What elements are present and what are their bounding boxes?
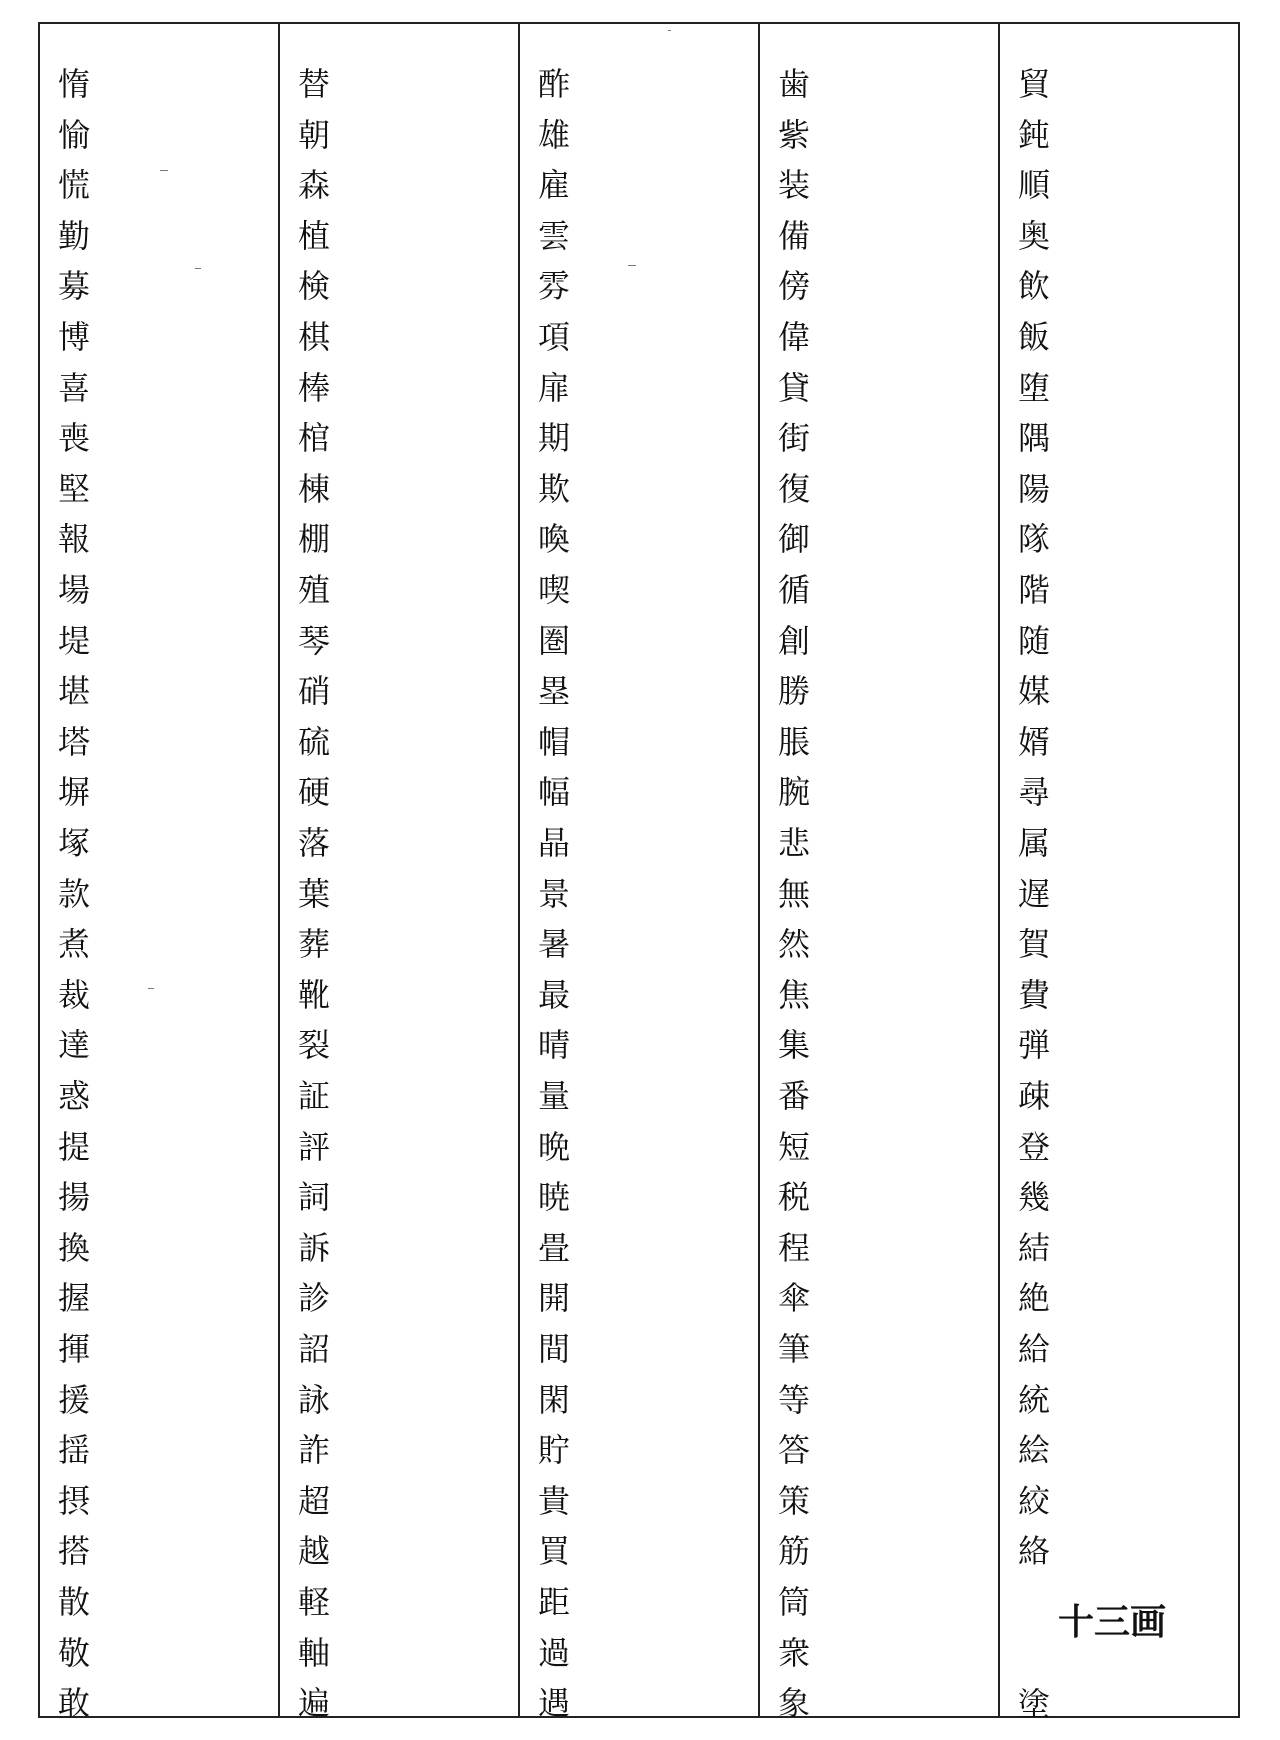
character-cell: 詐 bbox=[298, 1431, 331, 1470]
character-cell: 摂 bbox=[58, 1481, 91, 1520]
character-cell: 散 bbox=[58, 1583, 91, 1621]
character-column-1 bbox=[40, 24, 280, 1723]
character-cell: 晩 bbox=[538, 1127, 571, 1166]
character-cell: 復 bbox=[778, 469, 811, 508]
character-column-3 bbox=[520, 24, 760, 1723]
character-cell: 酢 bbox=[538, 65, 571, 103]
character-cell: 弾 bbox=[1018, 1026, 1051, 1065]
character-cell: 脹 bbox=[778, 722, 811, 761]
character-cell: 衆 bbox=[778, 1633, 811, 1672]
character-cell: 落 bbox=[298, 824, 331, 862]
character-cell: 貿 bbox=[1018, 65, 1051, 103]
character-cell: 最 bbox=[538, 975, 571, 1014]
character-cell: 過 bbox=[538, 1633, 571, 1672]
character-cell: 帽 bbox=[538, 722, 571, 761]
character-cell: 裁 bbox=[58, 975, 91, 1014]
character-cell: 詞 bbox=[298, 1178, 331, 1217]
character-cell: 喪 bbox=[58, 419, 91, 458]
character-cell: 項 bbox=[538, 318, 571, 356]
character-cell: 達 bbox=[58, 1026, 91, 1065]
character-cell: 短 bbox=[778, 1127, 811, 1166]
character-cell: 詠 bbox=[298, 1380, 331, 1419]
character-cell: 焦 bbox=[778, 975, 811, 1014]
character-cell: 棟 bbox=[298, 469, 331, 508]
character-cell: 惰 bbox=[58, 65, 91, 103]
character-cell: 備 bbox=[778, 216, 811, 255]
character-cell: 街 bbox=[778, 419, 811, 458]
character-cell: 硝 bbox=[298, 672, 331, 711]
character-cell: 貸 bbox=[778, 368, 811, 407]
character-cell: 植 bbox=[298, 216, 331, 255]
character-cell: 圏 bbox=[538, 621, 571, 660]
character-cell: 証 bbox=[298, 1077, 331, 1115]
character-cell: 朝 bbox=[298, 115, 331, 154]
character-cell: 登 bbox=[1018, 1127, 1051, 1166]
character-cell: 景 bbox=[538, 874, 571, 913]
character-cell: 越 bbox=[298, 1532, 331, 1571]
character-cell: 提 bbox=[58, 1127, 91, 1166]
character-cell: 喚 bbox=[538, 520, 571, 559]
character-cell: 棺 bbox=[298, 419, 331, 458]
character-cell: 飯 bbox=[1018, 318, 1051, 356]
character-cell: 開 bbox=[538, 1279, 571, 1318]
character-cell: 答 bbox=[778, 1431, 811, 1470]
character-cell: 棒 bbox=[298, 368, 331, 407]
character-column-5 bbox=[1000, 24, 1238, 1723]
character-column-4 bbox=[760, 24, 1000, 1723]
character-cell: 報 bbox=[58, 520, 91, 559]
character-cell: 閑 bbox=[538, 1380, 571, 1419]
character-cell: 評 bbox=[298, 1127, 331, 1166]
character-cell: 搭 bbox=[58, 1532, 91, 1571]
character-cell: 欺 bbox=[538, 469, 571, 508]
character-cell: 税 bbox=[778, 1178, 811, 1217]
character-cell: 賀 bbox=[1018, 925, 1051, 964]
character-cell: 款 bbox=[58, 874, 91, 913]
character-cell: 疎 bbox=[1018, 1077, 1051, 1115]
character-cell: 御 bbox=[778, 520, 811, 559]
character-cell: 棚 bbox=[298, 520, 331, 559]
character-cell: 愉 bbox=[58, 115, 91, 154]
character-cell: 堕 bbox=[1018, 368, 1051, 407]
character-cell: 傘 bbox=[778, 1279, 811, 1318]
character-column-2 bbox=[280, 24, 520, 1723]
character-cell: 詔 bbox=[298, 1330, 331, 1368]
character-cell: 象 bbox=[778, 1684, 811, 1723]
character-cell: 慌 bbox=[58, 166, 91, 205]
character-cell: 飲 bbox=[1018, 267, 1051, 306]
character-cell: 塀 bbox=[58, 773, 91, 812]
character-cell: 腕 bbox=[778, 773, 811, 812]
character-cell: 貯 bbox=[538, 1431, 571, 1470]
character-cell: 喜 bbox=[58, 368, 91, 407]
character-cell: 婿 bbox=[1018, 722, 1051, 761]
character-cell: 絞 bbox=[1018, 1481, 1051, 1520]
character-cell: 握 bbox=[58, 1279, 91, 1318]
character-cell: 期 bbox=[538, 419, 571, 458]
character-cell: 援 bbox=[58, 1380, 91, 1419]
character-cell: 募 bbox=[58, 267, 91, 306]
character-cell: 然 bbox=[778, 925, 811, 964]
character-cell: 媒 bbox=[1018, 672, 1051, 711]
character-cell: 塁 bbox=[538, 672, 571, 711]
character-cell: 塔 bbox=[58, 722, 91, 761]
stroke-count-heading: 十三画 bbox=[1058, 1602, 1167, 1643]
character-cell: 超 bbox=[298, 1481, 331, 1520]
character-cell: 隅 bbox=[1018, 419, 1051, 458]
character-cell: 換 bbox=[58, 1228, 91, 1267]
character-cell: 装 bbox=[778, 166, 811, 205]
character-cell: 間 bbox=[538, 1330, 571, 1368]
character-cell: 属 bbox=[1018, 824, 1051, 862]
character-cell: 貴 bbox=[538, 1481, 571, 1520]
character-cell: 雰 bbox=[538, 267, 571, 306]
character-cell: 替 bbox=[298, 65, 331, 103]
character-cell: 遍 bbox=[298, 1684, 331, 1723]
character-cell: 敬 bbox=[58, 1633, 91, 1672]
character-cell: 筆 bbox=[778, 1330, 811, 1368]
character-cell: 塚 bbox=[58, 824, 91, 862]
character-cell: 棋 bbox=[298, 318, 331, 356]
character-cell: 程 bbox=[778, 1228, 811, 1267]
character-cell: 悲 bbox=[778, 824, 811, 862]
character-cell: 量 bbox=[538, 1077, 571, 1115]
character-cell: 番 bbox=[778, 1077, 811, 1115]
character-cell: 扉 bbox=[538, 368, 571, 407]
character-cell: 結 bbox=[1018, 1228, 1051, 1267]
character-cell: 絡 bbox=[1018, 1532, 1051, 1571]
character-cell: 幾 bbox=[1018, 1178, 1051, 1217]
character-cell: 堅 bbox=[58, 469, 91, 508]
character-cell: 暑 bbox=[538, 925, 571, 964]
character-cell: 統 bbox=[1018, 1380, 1051, 1419]
character-cell: 森 bbox=[298, 166, 331, 205]
character-cell: 訴 bbox=[298, 1228, 331, 1267]
scan-mark bbox=[195, 268, 201, 269]
character-cell: 給 bbox=[1018, 1330, 1051, 1368]
character-cell: 勤 bbox=[58, 216, 91, 255]
character-cell: 場 bbox=[58, 571, 91, 609]
character-cell: 硬 bbox=[298, 773, 331, 812]
character-cell: 遅 bbox=[1018, 874, 1051, 913]
character-cell: 尋 bbox=[1018, 773, 1051, 812]
character-cell: 畳 bbox=[538, 1228, 571, 1267]
character-cell: 惑 bbox=[58, 1077, 91, 1115]
character-cell: 距 bbox=[538, 1583, 571, 1621]
character-cell: 策 bbox=[778, 1481, 811, 1520]
character-cell: 費 bbox=[1018, 975, 1051, 1014]
character-cell: 順 bbox=[1018, 166, 1051, 205]
character-cell: 幅 bbox=[538, 773, 571, 812]
character-cell: 絶 bbox=[1018, 1279, 1051, 1318]
character-cell: 揺 bbox=[58, 1431, 91, 1470]
character-cell: 検 bbox=[298, 267, 331, 306]
character-cell: 軽 bbox=[298, 1583, 331, 1621]
character-cell: 階 bbox=[1018, 571, 1051, 609]
character-cell: 博 bbox=[58, 318, 91, 356]
character-cell: 等 bbox=[778, 1380, 811, 1419]
character-cell: 堪 bbox=[58, 672, 91, 711]
scan-mark bbox=[628, 265, 636, 266]
scan-mark bbox=[148, 988, 154, 989]
character-cell: 揚 bbox=[58, 1178, 91, 1217]
character-cell: 遇 bbox=[538, 1684, 571, 1723]
character-cell: 晴 bbox=[538, 1026, 571, 1065]
character-table bbox=[38, 22, 1240, 1723]
scan-mark bbox=[160, 170, 168, 171]
character-cell: 随 bbox=[1018, 621, 1051, 660]
character-cell: 雄 bbox=[538, 115, 571, 154]
character-cell: 喫 bbox=[538, 571, 571, 609]
character-cell: 雲 bbox=[538, 216, 571, 255]
character-cell: 診 bbox=[298, 1279, 331, 1318]
character-cell: 循 bbox=[778, 571, 811, 609]
character-cell: 殖 bbox=[298, 571, 331, 609]
character-cell: 無 bbox=[778, 874, 811, 913]
character-cell: 絵 bbox=[1018, 1431, 1051, 1470]
character-cell: 裂 bbox=[298, 1026, 331, 1065]
character-cell: 筋 bbox=[778, 1532, 811, 1571]
character-cell: 集 bbox=[778, 1026, 811, 1065]
character-cell: 買 bbox=[538, 1532, 571, 1571]
character-cell: 煮 bbox=[58, 925, 91, 964]
character-cell: 塗 bbox=[1018, 1685, 1051, 1723]
character-cell: 勝 bbox=[778, 672, 811, 711]
character-cell: 葉 bbox=[298, 874, 331, 913]
character-cell: 偉 bbox=[778, 318, 811, 356]
character-cell: 鈍 bbox=[1018, 115, 1051, 154]
character-cell: 靴 bbox=[298, 975, 331, 1014]
character-cell: 琴 bbox=[298, 621, 331, 660]
character-cell: 葬 bbox=[298, 925, 331, 964]
character-cell: 暁 bbox=[538, 1178, 571, 1217]
character-cell: 雇 bbox=[538, 166, 571, 205]
character-cell: 歯 bbox=[778, 65, 811, 103]
character-cell: 揮 bbox=[58, 1330, 91, 1368]
character-cell: 筒 bbox=[778, 1583, 811, 1621]
character-cell: 隊 bbox=[1018, 520, 1051, 559]
character-cell: 敢 bbox=[58, 1684, 91, 1723]
character-cell: 軸 bbox=[298, 1633, 331, 1672]
character-cell: 紫 bbox=[778, 115, 811, 154]
character-cell: 創 bbox=[778, 621, 811, 660]
character-cell: 奥 bbox=[1018, 216, 1051, 255]
character-cell: 傍 bbox=[778, 267, 811, 306]
character-cell: 堤 bbox=[58, 621, 91, 660]
character-cell: 硫 bbox=[298, 722, 331, 761]
character-cell: 陽 bbox=[1018, 469, 1051, 508]
scan-mark bbox=[668, 30, 671, 31]
character-cell: 晶 bbox=[538, 824, 571, 862]
